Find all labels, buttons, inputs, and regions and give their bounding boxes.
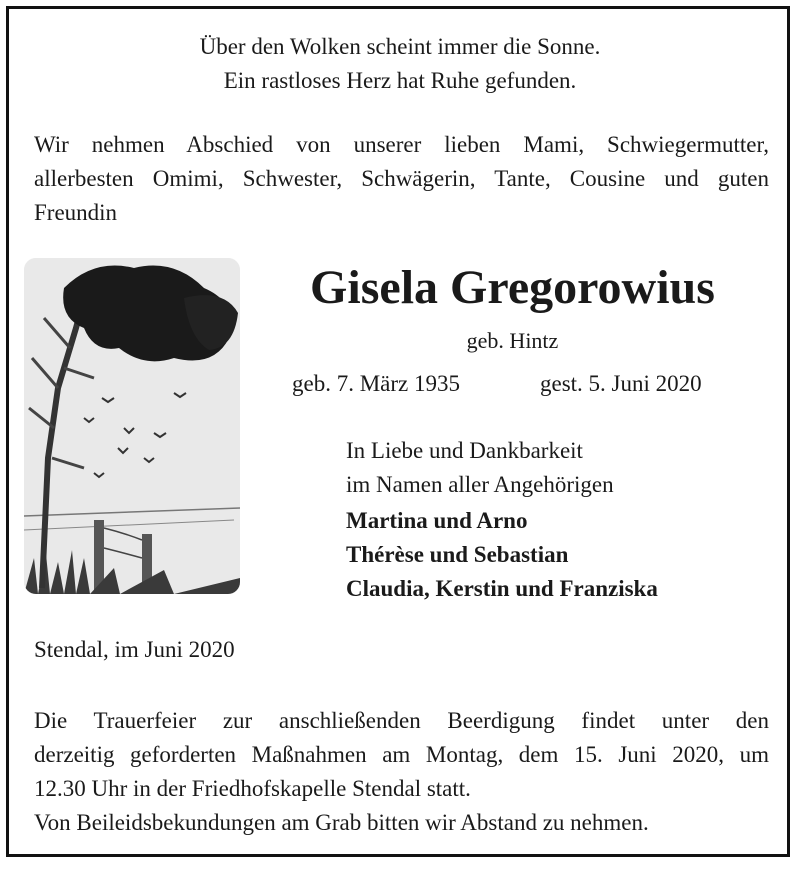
notice-line-4: Von Beileidsbekundungen am Grab bitten wir Abstand zu nehmen. [34, 810, 649, 835]
motto [0, 30, 800, 98]
memorial-image [24, 258, 240, 594]
signature-name: Thérèse und Sebastian [346, 542, 569, 567]
motto-line-1: Über den Wolken scheint immer die Sonne. [199, 34, 601, 59]
deceased-name: Gisela Gregorowius [310, 261, 715, 314]
tree-birds-fence-illustration [24, 258, 240, 594]
intro-line-1: Wir nehmen Abschied von unserer lieben Mami, Schwiegermutter, [34, 132, 769, 157]
notice-line-3: 12.30 Uhr in der Friedhofskapelle Stendal statt. [34, 776, 471, 801]
intro-text [34, 128, 769, 230]
signature-line-1: In Liebe und Dankbarkeit [346, 438, 583, 463]
funeral-notice [34, 704, 769, 840]
intro-line-3: Freundin [34, 200, 118, 225]
place-date: Stendal, im Juni 2020 [34, 637, 235, 662]
birth-date: geb. 7. März 1935 [292, 371, 460, 396]
notice-line-1: Die Trauerfeier zur anschließenden Beerdigung findet unter den [34, 708, 769, 733]
death-date: gest. 5. Juni 2020 [540, 371, 702, 396]
notice-line-2: derzeitig geforderten Maßnahmen am Montag, dem 15. Juni 2020, um [34, 742, 769, 767]
signature-name: Martina und Arno [346, 508, 528, 533]
signature-name: Claudia, Kerstin und Franziska [346, 576, 658, 601]
motto-line-2: Ein rastloses Herz hat Ruhe gefunden. [223, 68, 577, 93]
intro-line-2: allerbesten Omimi, Schwester, Schwägerin, Tante, Cousine und guten [34, 166, 769, 191]
signature-line-2: im Namen aller Angehörigen [346, 472, 614, 497]
maiden-name: geb. Hintz [466, 328, 559, 353]
